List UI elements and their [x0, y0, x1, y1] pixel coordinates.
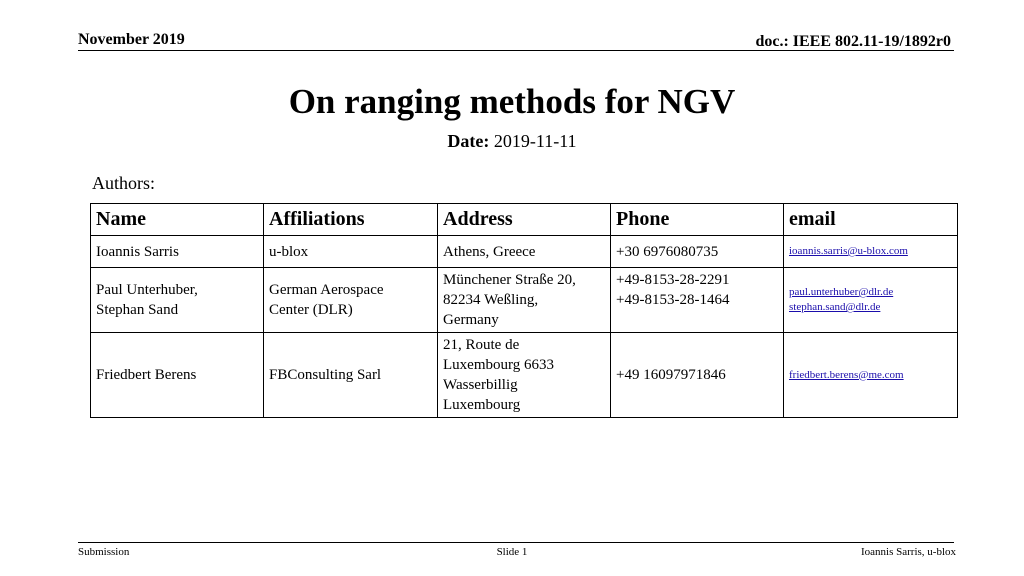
table-row [91, 236, 958, 268]
header-date: November 2019 [78, 31, 185, 48]
address-line: Germany [443, 312, 499, 328]
author-name: Ioannis Sarris [96, 243, 179, 260]
affiliation-cell [264, 236, 438, 268]
author-name-cell [91, 268, 264, 333]
phone-line: +49-8153-28-2291 [616, 272, 730, 288]
affiliation-cell [264, 333, 438, 418]
authors-label: Authors: [92, 173, 155, 193]
address-line: Wasserbillig [443, 377, 518, 393]
affiliation-line: Center (DLR) [269, 302, 353, 318]
table-row [91, 268, 958, 333]
column-header: Name [91, 204, 264, 236]
phone-line: +49-8153-28-1464 [616, 292, 730, 308]
author-name: Paul Unterhuber, [96, 282, 198, 298]
column-header: Affiliations [264, 204, 438, 236]
footer-author: Ioannis Sarris, u-blox [860, 546, 956, 558]
slide-title: On ranging methods for NGV [288, 82, 736, 121]
table-header-row [91, 204, 958, 236]
address-line: 82234 Weßling, [443, 292, 539, 308]
author-name-cell [91, 333, 264, 418]
email-link[interactable]: paul.unterhuber@dlr.de [789, 286, 894, 298]
phone-cell [611, 268, 784, 333]
phone-line: +49 16097971846 [616, 367, 726, 383]
email-link[interactable]: ioannis.sarris@u-blox.com [789, 245, 908, 257]
header-divider [78, 50, 954, 51]
affiliation-line: u-blox [269, 243, 309, 260]
date-label: Date: [447, 131, 490, 151]
address-line: Luxembourg 6633 [443, 357, 554, 373]
email-cell [784, 333, 958, 418]
column-header: Address [438, 204, 611, 236]
header-doc-number: doc.: IEEE 802.11-19/1892r0 [755, 33, 951, 50]
email-cell [784, 236, 958, 268]
email-link[interactable]: stephan.sand@dlr.de [789, 301, 881, 313]
affiliation-cell [264, 268, 438, 333]
author-name: Stephan Sand [96, 302, 179, 318]
author-name-cell [91, 236, 264, 268]
email-link[interactable]: friedbert.berens@me.com [789, 368, 904, 381]
affiliation-line: German Aerospace [269, 282, 384, 298]
phone-cell [611, 333, 784, 418]
affiliation-line: FBConsulting Sarl [269, 367, 382, 383]
address-line: Luxembourg [443, 397, 521, 413]
email-cell [784, 268, 958, 333]
address-cell [438, 333, 611, 418]
table-row [91, 333, 958, 418]
author-name: Friedbert Berens [96, 367, 197, 383]
date-value: 2019-11-11 [493, 131, 577, 151]
footer-submission: Submission [78, 546, 130, 558]
column-header: email [784, 204, 958, 236]
footer-slide-number: Slide 1 [496, 546, 528, 558]
column-header: Phone [611, 204, 784, 236]
address-line: 21, Route de [443, 337, 520, 353]
footer-divider [78, 542, 954, 543]
phone-line: +30 6976080735 [616, 243, 719, 260]
date-line [0, 131, 1024, 152]
address-cell [438, 236, 611, 268]
phone-cell [611, 236, 784, 268]
address-cell [438, 268, 611, 333]
address-line: Athens, Greece [443, 243, 536, 260]
authors-table [90, 203, 958, 418]
address-line: Münchener Straße 20, [443, 272, 576, 288]
